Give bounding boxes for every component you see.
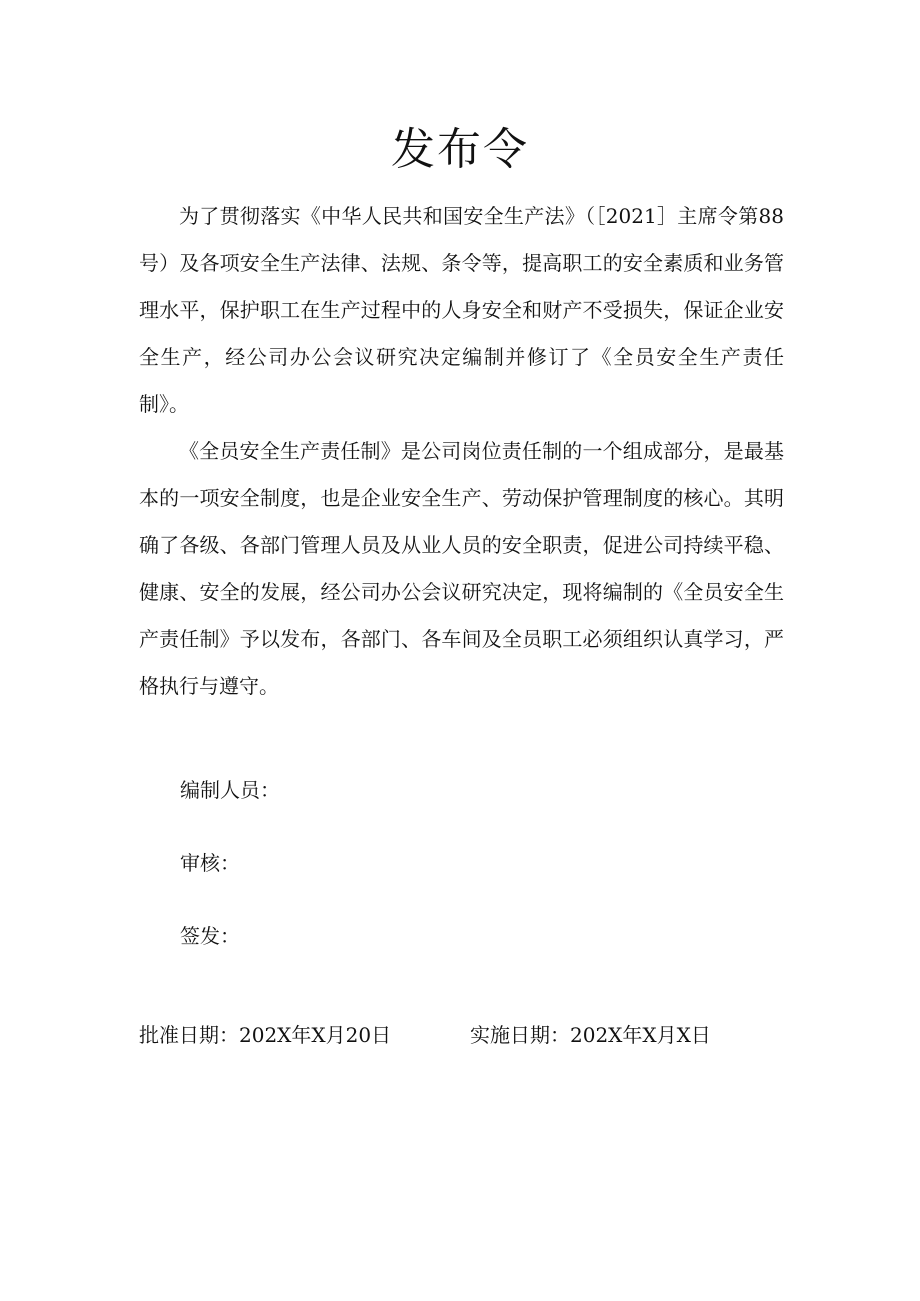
approval-date: 批准日期：202X年X月20日 <box>139 1023 392 1047</box>
issuer-label: 签发： <box>180 924 240 948</box>
effective-date: 实施日期：202X年X月X日 <box>470 1023 711 1047</box>
document-body <box>139 193 784 710</box>
reviewer-label: 审核： <box>180 851 240 875</box>
paragraph-2: 《全员安全生产责任制》是公司岗位责任制的一个组成部分，是最基本的一项安全制度，也是企业安全生产、劳动保护管理制度的核心。其明确了各级、各部门管理人员及从业人员的安全职责，促进公司持续平稳、健康、安全的发展，经公司办公会议研究决定，现将编制的《全员安全生产责任制》予以发布，各部门、各车间及全员职工必须组织认真学习，严格执行与遵守。 <box>139 439 784 698</box>
compiler-label: 编制人员： <box>180 778 280 802</box>
paragraph-1: 为了贯彻落实《中华人民共和国安全生产法》（［2021］主席令第88号）及各项安全生产法律、法规、条令等，提高职工的安全素质和业务管理水平，保护职工在生产过程中的人身安全和财产不受损失，保证企业安全生产，经公司办公会议研究决定编制并修订了《全员安全生产责任制》。 <box>139 204 784 416</box>
document-title: 发布令 <box>391 124 529 175</box>
